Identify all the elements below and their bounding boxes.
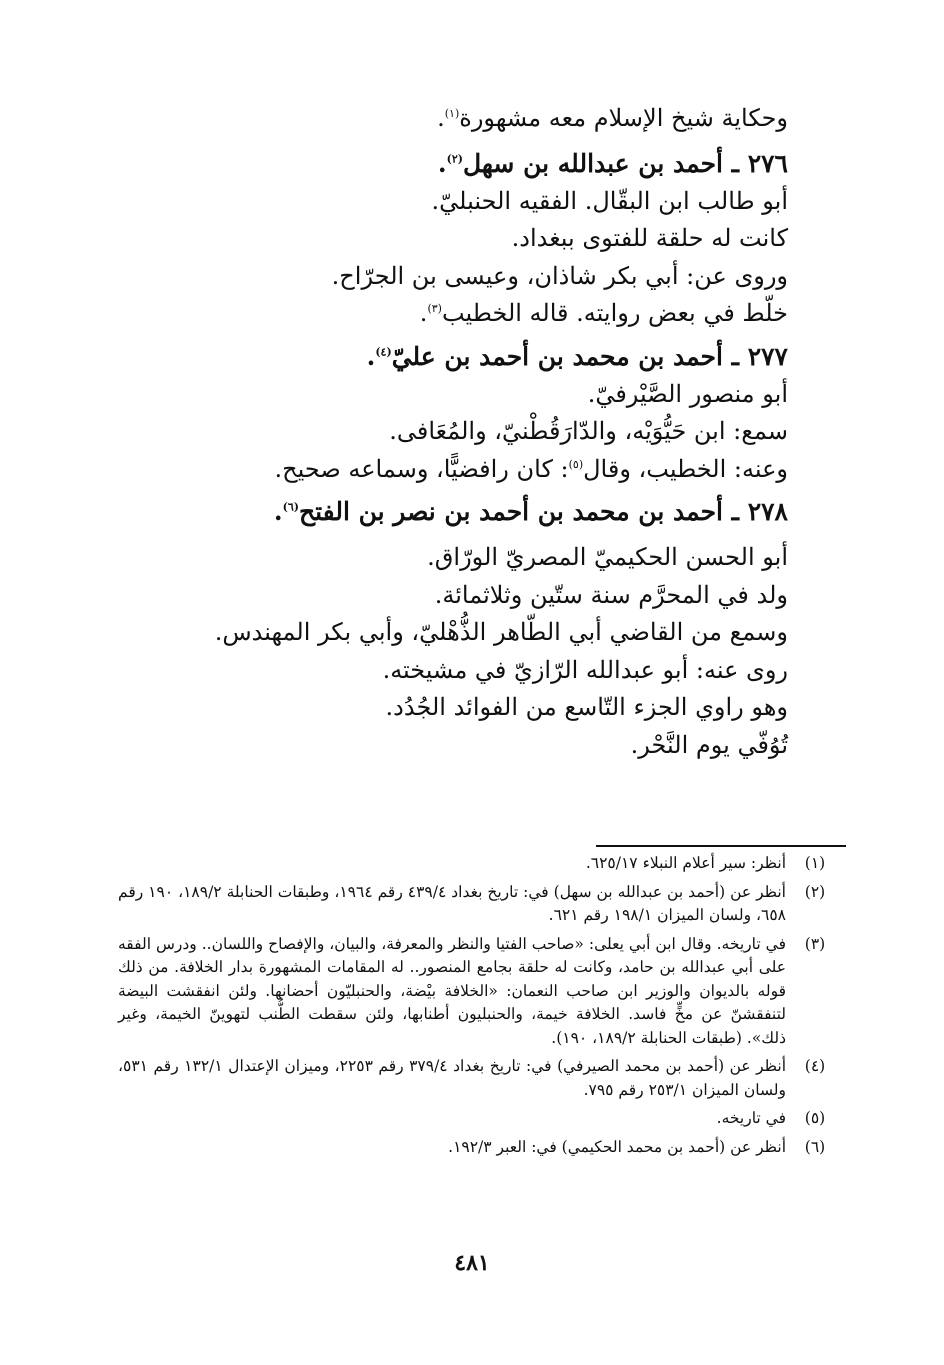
footnote bbox=[118, 933, 844, 1051]
footnote-ref: (٦) bbox=[282, 500, 299, 514]
entry-heading-276: ٢٧٦ ـ أحمد بن عبدالله بن سهل$^{(٢)}$. bbox=[437, 148, 788, 178]
text-line: وحكاية شيخ الإسلام معه مشهورة$^{(١)}$. bbox=[437, 104, 788, 132]
text-line: سمع: ابن حَيُّوَيْه، والدّارَقُطْنيّ، والمُعَافى. bbox=[389, 417, 788, 445]
footnote-text: في تاريخه. وقال ابن أبي يعلى: «صاحب الفتيا والنظر والمعرفة، والبيان، والإفصاح واللسان.. ودرس الفقه على أبي عبدالله بن حامد، وكانت له حلقة بجامع المنصور.. له المقامات المشهورة بدار الخلافة. من ذلك قوله بالديوان والوزير ابن صاحب النعمان: «الخلافة بيْضة، والحنبليّون أحضانها. ولئن انفقشت البيضة لتنفقشنّ عن مخٍّ فاسد. الخلافة خيمة، والحنبليون أطنابها، ولئن سقطت الطُّنب لتهوينّ الخيمة، وغير ذلك». (طبقات الحنابلة ١٨٩/٢، ١٩٠). bbox=[118, 934, 786, 1047]
footnote bbox=[118, 852, 844, 876]
entry-heading-278: ٢٧٨ ـ أحمد بن محمد بن أحمد بن نصر بن الفتح$^{(٦)}$. bbox=[273, 497, 788, 526]
footnote-number: (٣) bbox=[804, 934, 826, 953]
entry-heading-277: ٢٧٧ ـ أحمد بن محمد بن أحمد بن عليّ$^{(٤)}$. bbox=[366, 341, 788, 371]
footnote-text: أنظر: سير أعلام النبلاء ٦٢٥/١٧. bbox=[585, 854, 786, 872]
text-line: خلّط في بعض روايته. قاله الخطيب$^{(٣)}$. bbox=[419, 299, 788, 327]
footnote-number: (٤) bbox=[804, 1057, 826, 1075]
footnote-number: (٦) bbox=[804, 1137, 826, 1156]
text-line: وسمع من القاضي أبي الطّاهر الذُّهْليّ، وأبي بكر المهندس. bbox=[214, 618, 788, 646]
footnote-text: أنظر عن (أحمد بن عبدالله بن سهل) في: تاريخ بغداد ٤٣٩/٤ رقم ١٩٦٤، وطبقات الحنابلة ١٨٩/٢، ١٩٠ رقم ٦٥٨، ولسان الميزان ١٩٨/١ رقم ٦٢١. bbox=[118, 882, 786, 924]
footnote-ref: (٣) bbox=[427, 302, 442, 315]
footnote-divider bbox=[596, 845, 846, 847]
footnotes bbox=[118, 852, 844, 1164]
text-line: تُوُفّي يوم النَّحْر. bbox=[630, 730, 788, 759]
footnote bbox=[118, 881, 844, 928]
text-line: كانت له حلقة للفتوى ببغداد. bbox=[511, 224, 788, 252]
footnote bbox=[118, 1055, 844, 1102]
footnote-ref: (٥) bbox=[568, 457, 584, 471]
text-line: وهو راوي الجزء التّاسع من الفوائد الجُدُد. bbox=[385, 693, 788, 721]
text-line: أبو منصور الصَّيْرفيّ. bbox=[587, 379, 788, 408]
page-number: ٤٨١ bbox=[454, 1250, 490, 1276]
text-line: وروى عن: أبي بكر شاذان، وعيسى بن الجرّاح. bbox=[331, 261, 788, 290]
footnote-number: (٢) bbox=[804, 882, 826, 901]
text-line: وعنه: الخطيب، وقال$^{(٥)}$: كان رافضيًّا، وسماعه صحيح. bbox=[274, 454, 788, 483]
footnote bbox=[118, 1107, 844, 1131]
text-line: روى عنه: أبو عبدالله الرّازيّ في مشيخته. bbox=[382, 655, 788, 684]
footnote-text: في تاريخه. bbox=[716, 1109, 786, 1127]
main-text bbox=[214, 100, 788, 764]
text-line: أبو الحسن الحكيميّ المصريّ الورّاق. bbox=[427, 543, 788, 571]
footnote-ref: (٤) bbox=[375, 345, 392, 359]
footnote-ref: (٢) bbox=[446, 152, 463, 166]
footnote bbox=[118, 1136, 844, 1160]
text-line: ولد في المحرَّم سنة ستّين وثلاثمائة. bbox=[434, 580, 788, 609]
footnote-ref: (١) bbox=[444, 107, 460, 120]
footnote-text: أنظر عن (أحمد بن محمد الحكيمي) في: العبر ١٩٢/٣. bbox=[448, 1137, 786, 1156]
footnote-number: (١) bbox=[804, 854, 826, 872]
footnote-number: (٥) bbox=[804, 1109, 826, 1127]
footnote-text: أنظر عن (أحمد بن محمد الصيرفي) في: تاريخ بغداد ٣٧٩/٤ رقم ٢٢٥٣، وميزان الإعتدال ١٣٢/١ رقم ٥٣١، ولسان الميزان ٢٥٣/١ رقم ٧٩٥. bbox=[118, 1057, 786, 1099]
text-line: أبو طالب ابن البقّال. الفقيه الحنبليّ. bbox=[431, 186, 788, 215]
